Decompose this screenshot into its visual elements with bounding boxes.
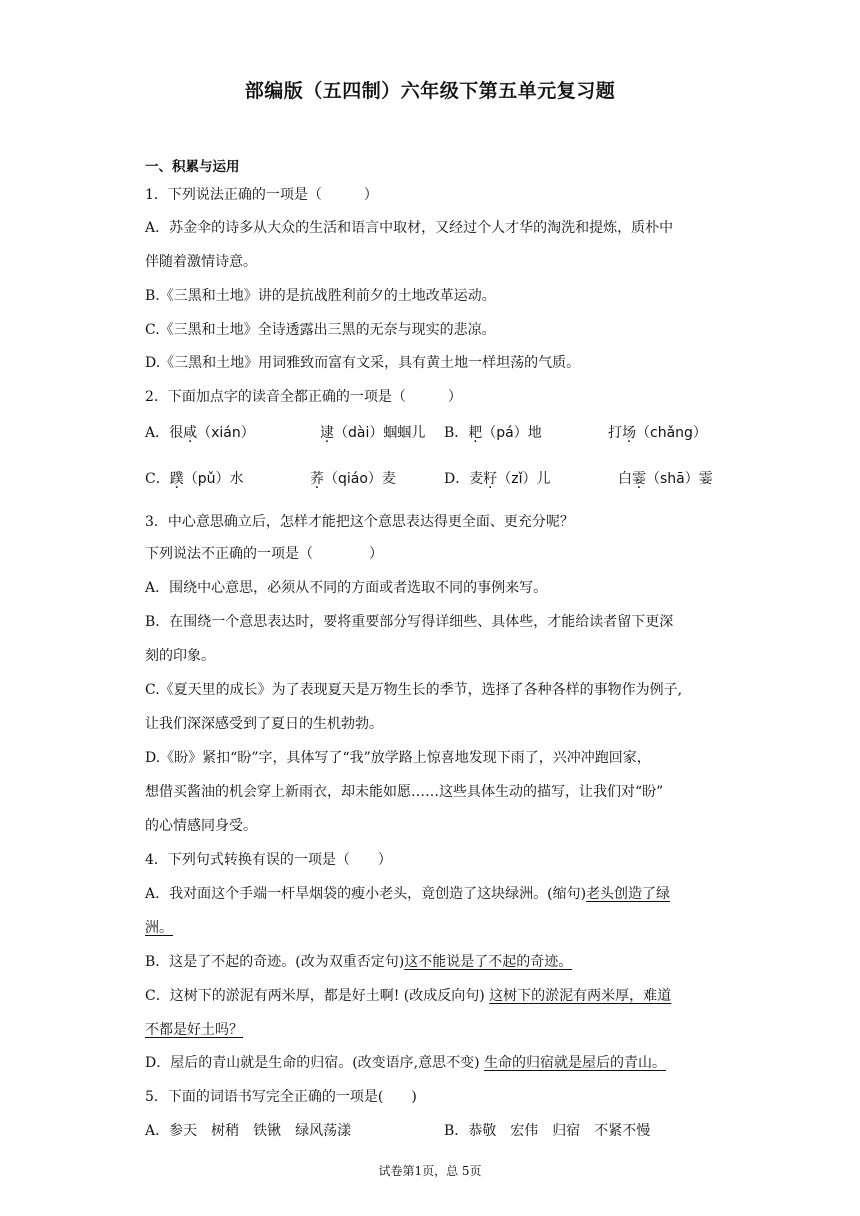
q2-option-c (145, 469, 243, 489)
pinyin: （qiáo） (324, 471, 382, 487)
suffix: 霎 (698, 471, 713, 487)
suffix: 水 (229, 471, 244, 487)
q1-option-a-cont: 伴随着激情诗意。 (145, 254, 257, 270)
question-1-stem: 1．下列说法正确的一项是（ ） (145, 187, 378, 203)
underlined-answer: 这不能说是了不起的奇迹。 (404, 954, 573, 970)
q4-option-c (145, 986, 671, 1006)
prefix: A．很 (145, 425, 184, 441)
suffix: 麦 (381, 471, 396, 487)
q2-option-d (444, 469, 550, 489)
prefix: 打 (608, 425, 622, 441)
pinyin: （dài） (334, 425, 384, 441)
dotted-char: 耙 (468, 425, 483, 441)
q3-option-a: A．围绕中心意思，必须从不同的方面或者选取不同的事例来写。 (145, 580, 548, 596)
option-text: B．这是了不起的奇迹。(改为双重否定句) (145, 954, 405, 970)
pinyin: （zǐ） (497, 471, 537, 487)
q2-option-b-second (608, 423, 707, 443)
underlined-answer: 生命的归宿就是屋后的青山。 (484, 1055, 667, 1071)
suffix: 地 (527, 425, 542, 441)
q2-option-d-second (618, 469, 713, 489)
q3-option-d-cont: 想借买酱油的机会穿上新雨衣，却未能如愿……这些具体生动的描写，让我们对“盼” (145, 784, 664, 800)
suffix: 儿 (536, 471, 551, 487)
q3-option-d-cont-2: 的心情感同身受。 (145, 818, 257, 834)
q2-option-c-second (310, 469, 396, 489)
q3-option-c-cont: 让我们深深感受到了夏日的生机勃勃。 (145, 716, 383, 732)
prefix: 白 (618, 471, 632, 487)
q5-option-b: B．恭敬 宏伟 归宿 不紧不慢 (444, 1123, 651, 1139)
q4-option-d (145, 1053, 666, 1073)
pinyin: （shā） (646, 471, 699, 487)
q2-option-b (444, 423, 542, 443)
suffix: 蝈蝈儿 (383, 425, 426, 441)
pinyin: （pǔ） (183, 471, 230, 487)
underlined-answer: 老头创造了绿 (586, 886, 671, 902)
pinyin: （pá） (482, 425, 528, 441)
option-text: A．我对面这个手端一杆旱烟袋的瘦小老头，竟创造了这块绿洲。(缩句) (145, 886, 587, 902)
question-2-stem: 2．下面加点字的读音全都正确的一项是（ ） (145, 389, 462, 405)
q2-option-a-second (320, 423, 425, 443)
underlined-answer: 这树下的淤泥有两米厚，难道 (489, 988, 672, 1004)
q4-option-a-cont (145, 918, 173, 938)
section-heading: 一、积累与运用 (145, 159, 240, 175)
q3-option-b-cont: 刻的印象。 (145, 648, 215, 664)
q1-option-a: A．苏金伞的诗多从大众的生活和语言中取材，又经过个人才华的淘洗和提炼，质朴中 (145, 220, 674, 236)
page-footer: 试卷第1页，总 5页 (378, 1164, 482, 1178)
dotted-char: 蹼 (169, 471, 184, 487)
option-text: D．屋后的青山就是生命的归宿。(改变语序,意思不变) (145, 1055, 485, 1071)
question-3-stem: 3．中心意思确立后，怎样才能把这个意思表达得更全面、更充分呢？ (145, 514, 574, 530)
dotted-char: 籽 (483, 471, 498, 487)
dotted-char: 咸 (183, 425, 198, 441)
q3-option-c: C.《夏天里的成长》为了表现夏天是万物生长的季节，选择了各种各样的事物作为例子, (145, 682, 683, 698)
underlined-answer: 不都是好土吗？ (145, 1022, 243, 1038)
question-5-stem: 5．下面的词语书写完全正确的一项是( ) (145, 1089, 417, 1105)
prefix: C． (145, 471, 170, 487)
dotted-char: 场 (622, 425, 636, 441)
dotted-char: 荞 (310, 471, 324, 487)
q5-option-a: A．参天 树稍 铁锹 绿风荡漾 (145, 1123, 352, 1139)
question-4-stem: 4．下列句式转换有误的一项是（ ） (145, 852, 392, 868)
pinyin: （chǎng） (636, 425, 707, 441)
prefix: D．麦 (444, 471, 484, 487)
q2-option-a (145, 423, 255, 443)
q1-option-d: D.《三黑和土地》用词雅致而富有文采，具有黄土地一样坦荡的气质。 (145, 355, 581, 371)
page-title: 部编版（五四制）六年级下第五单元复习题 (244, 80, 616, 102)
dotted-char: 霎 (632, 471, 646, 487)
question-3-stem-2: 下列说法不正确的一项是（ ） (145, 546, 383, 562)
pinyin: （xián） (197, 425, 255, 441)
q3-option-d: D.《盼》紧扣“盼”字，具体写了“我”放学路上惊喜地发现下雨了，兴冲冲跑回家， (145, 750, 651, 766)
q1-option-c: C.《三黑和土地》全诗透露出三黑的无奈与现实的悲凉。 (145, 322, 496, 338)
q4-option-b (145, 952, 572, 972)
q4-option-a (145, 884, 670, 904)
q4-option-c-cont (145, 1020, 243, 1040)
q3-option-b: B．在围绕一个意思表达时，要将重要部分写得详细些、具体些，才能给读者留下更深 (145, 614, 674, 630)
prefix: B． (444, 425, 469, 441)
underlined-answer: 洲。 (145, 920, 173, 936)
dotted-char: 逮 (320, 425, 334, 441)
q1-option-b: B.《三黑和土地》讲的是抗战胜利前夕的土地改革运动。 (145, 288, 496, 304)
option-text: C．这树下的淤泥有两米厚，都是好土啊! (改成反向句) (145, 988, 490, 1004)
